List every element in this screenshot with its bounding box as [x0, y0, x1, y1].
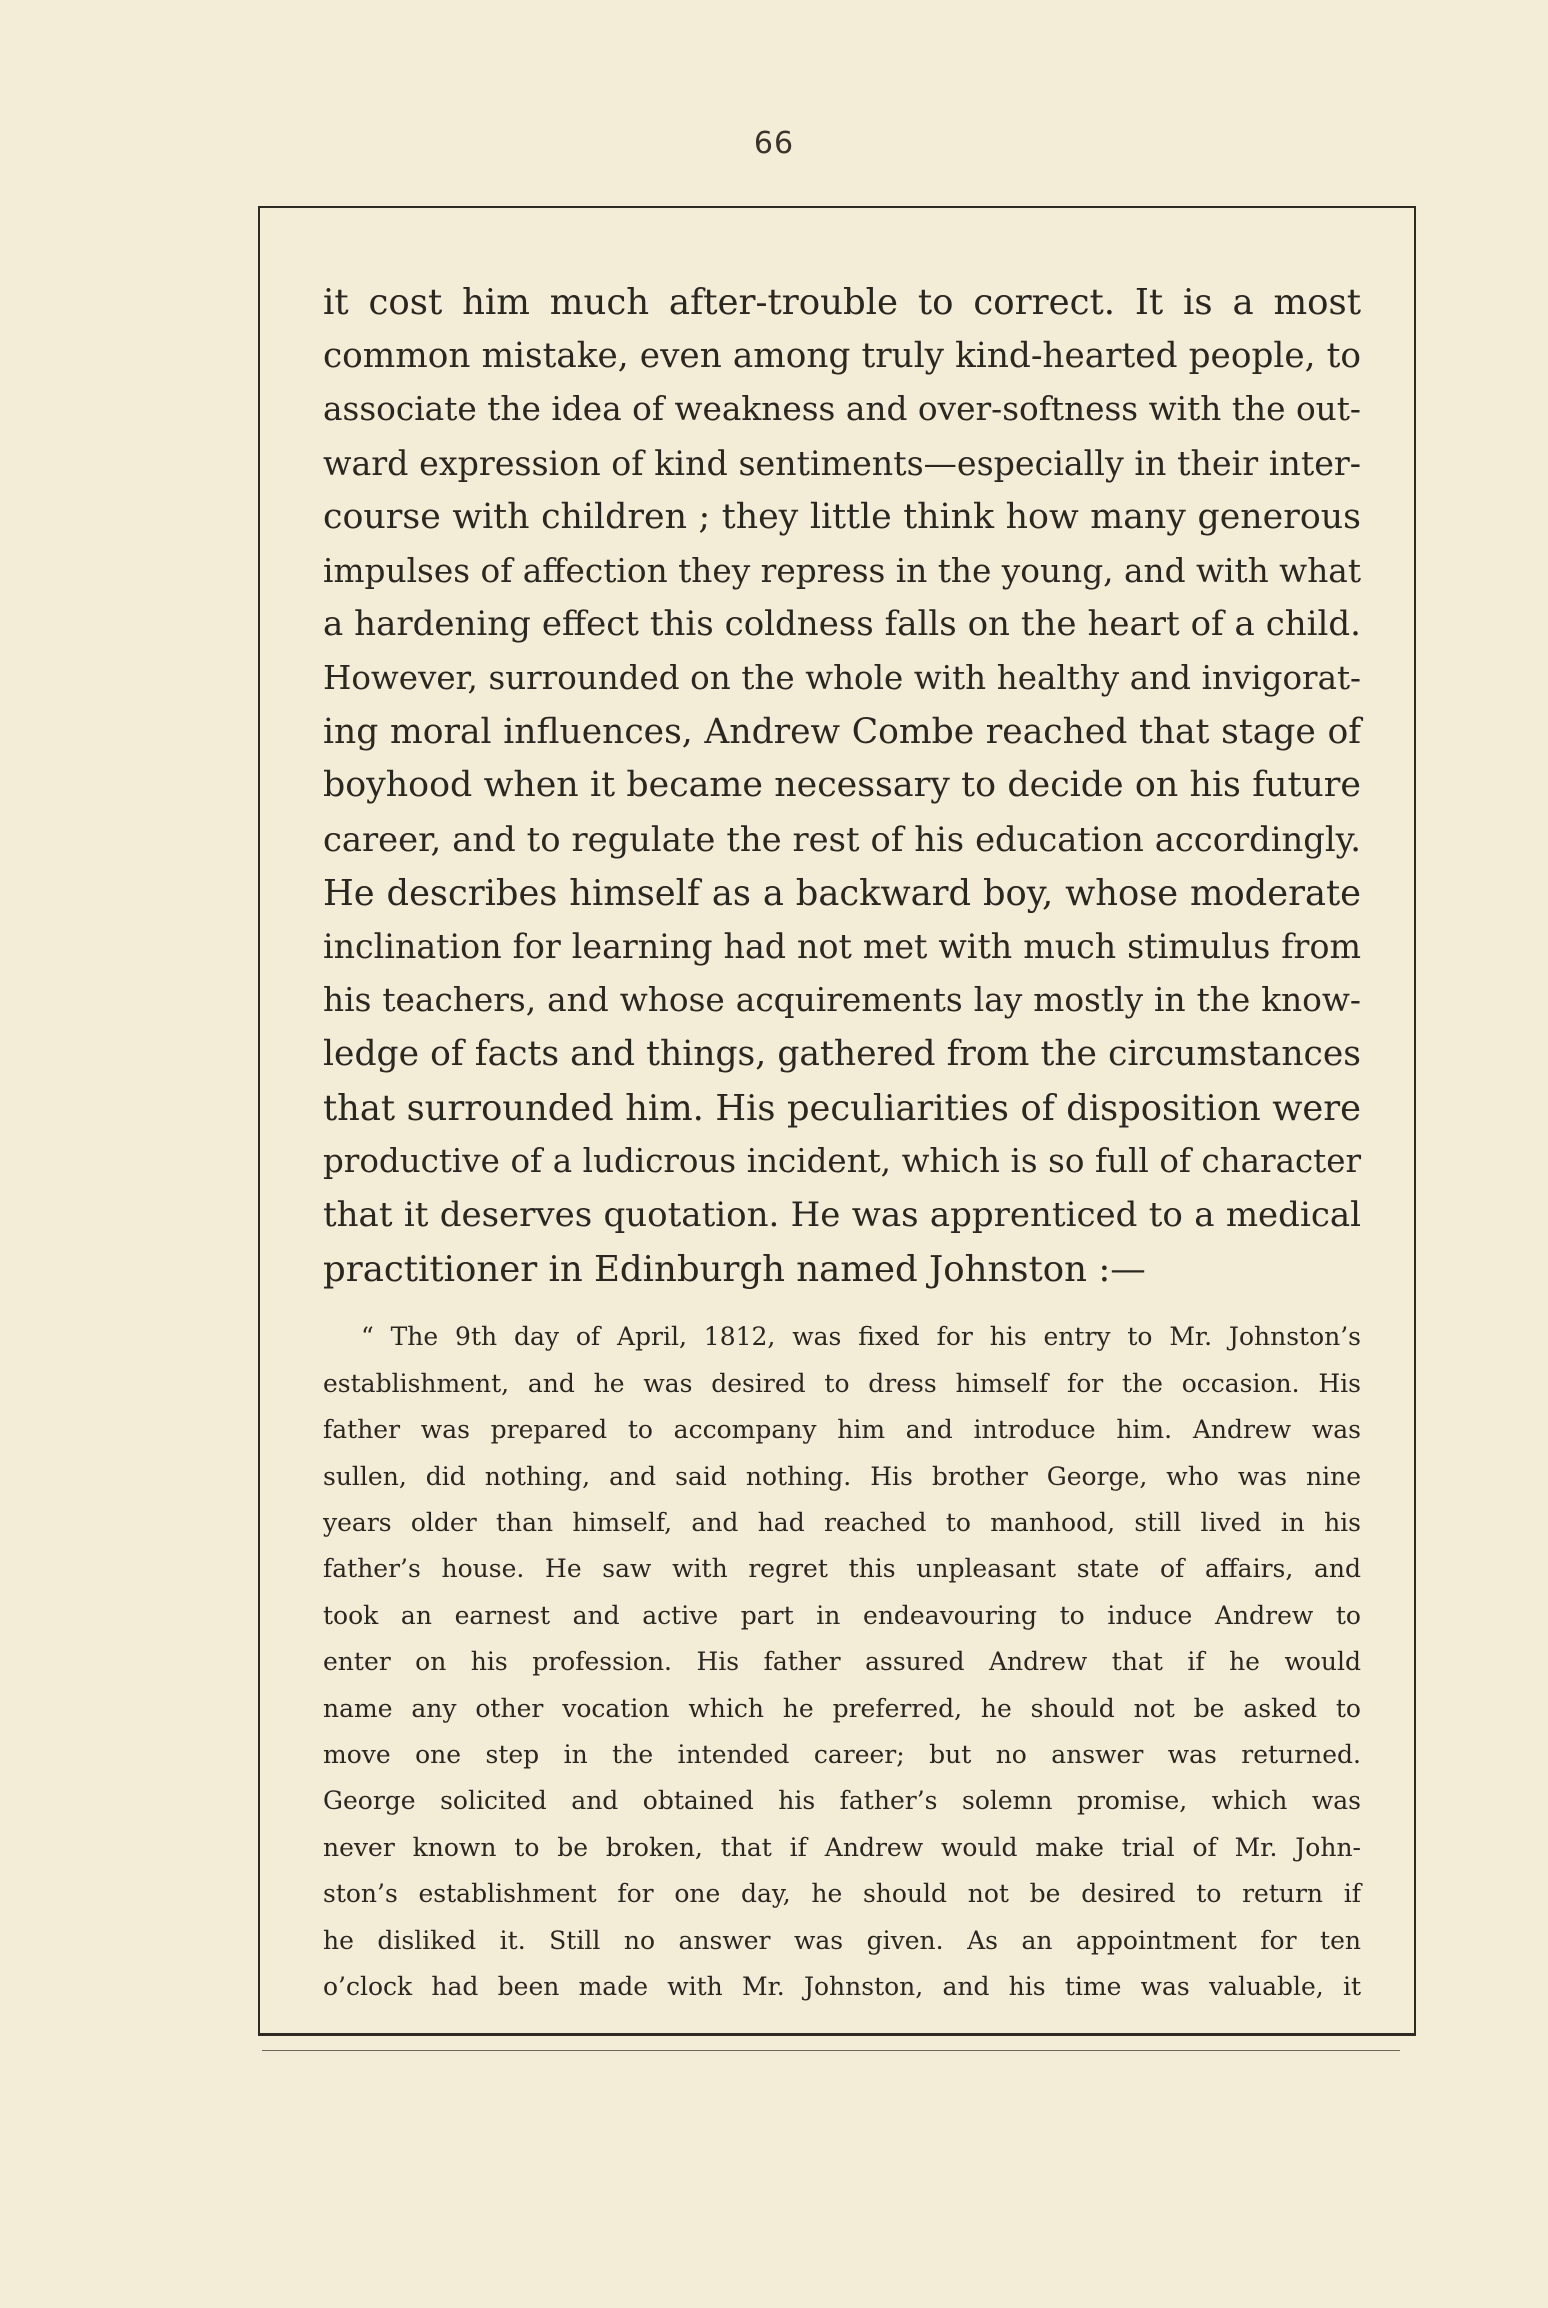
- page-text-block: [323, 276, 1361, 2010]
- body-line: boyhood when it became necessary to decide on his future: [323, 765, 1361, 806]
- quote-line: establishment, and he was desired to dress himself for the occasion. His: [323, 1368, 1361, 1398]
- body-line: associate the idea of weakness and over-softness with the out-: [323, 390, 1361, 429]
- quote-line: years older than himself, and had reached to manhood, still lived in his: [323, 1507, 1361, 1537]
- body-line: inclination for learning had not met with much stimulus from: [323, 927, 1361, 967]
- body-line: a hardening effect this coldness falls on the heart of a child.: [323, 604, 1361, 645]
- body-paragraph: [323, 276, 1361, 1296]
- quote-line: George solicited and obtained his father’s solemn promise, which was: [323, 1786, 1361, 1816]
- body-line: ward expression of kind sentiments—especially in their inter-: [323, 444, 1361, 484]
- body-line: He describes himself as a backward boy, whose moderate: [323, 872, 1361, 914]
- quote-line: “ The 9th day of April, 1812, was fixed for his entry to Mr. Johnston’s: [361, 1322, 1361, 1352]
- body-line: ing moral influences, Andrew Combe reached that stage of: [323, 711, 1361, 752]
- quote-line: name any other vocation which he preferred, he should not be asked to: [323, 1693, 1361, 1723]
- body-line: ledge of facts and things, gathered from the circumstances: [323, 1033, 1361, 1074]
- block-quote: [323, 1314, 1361, 2010]
- quote-line: father was prepared to accompany him and introduce him. Andrew was: [323, 1415, 1361, 1445]
- frame-bottom-rule: [262, 2050, 1400, 2051]
- body-line: his teachers, and whose acquirements lay mostly in the know-: [323, 981, 1361, 1020]
- quote-line: he disliked it. Still no answer was given. As an appointment for ten: [323, 1925, 1361, 1955]
- quote-line: ston’s establishment for one day, he should not be desired to return if: [323, 1879, 1361, 1909]
- quote-line: took an earnest and active part in endeavouring to induce Andrew to: [323, 1600, 1361, 1630]
- quote-line: enter on his profession. His father assured Andrew that if he would: [323, 1647, 1361, 1677]
- body-line: productive of a ludicrous incident, which is so full of character: [323, 1142, 1361, 1181]
- body-line: impulses of affection they repress in the young, and with what: [323, 551, 1361, 590]
- quote-line: o’clock had been made with Mr. Johnston, and his time was valuable, it: [323, 1972, 1361, 2002]
- body-line: However, surrounded on the whole with healthy and invigorat-: [323, 658, 1361, 697]
- body-line: career, and to regulate the rest of his education accordingly.: [323, 820, 1361, 860]
- body-line: that surrounded him. His peculiarities of disposition were: [323, 1087, 1361, 1129]
- quote-line: move one step in the intended career; but no answer was returned.: [323, 1740, 1361, 1770]
- quote-line: never known to be broken, that if Andrew would make trial of Mr. John-: [323, 1832, 1361, 1862]
- quote-line: sullen, did nothing, and said nothing. His brother George, who was nine: [323, 1461, 1361, 1491]
- page-number: 66: [753, 126, 795, 161]
- body-line: practitioner in Edinburgh named Johnston :—: [323, 1248, 1146, 1290]
- quote-line: father’s house. He saw with regret this unpleasant state of affairs, and: [323, 1554, 1361, 1584]
- body-line: that it deserves quotation. He was apprenticed to a medical: [323, 1194, 1361, 1235]
- body-line: course with children ; they little think how many generous: [323, 496, 1361, 537]
- body-line: it cost him much after-trouble to correct. It is a most: [323, 282, 1361, 323]
- body-line: common mistake, even among truly kind-hearted people, to: [323, 335, 1361, 376]
